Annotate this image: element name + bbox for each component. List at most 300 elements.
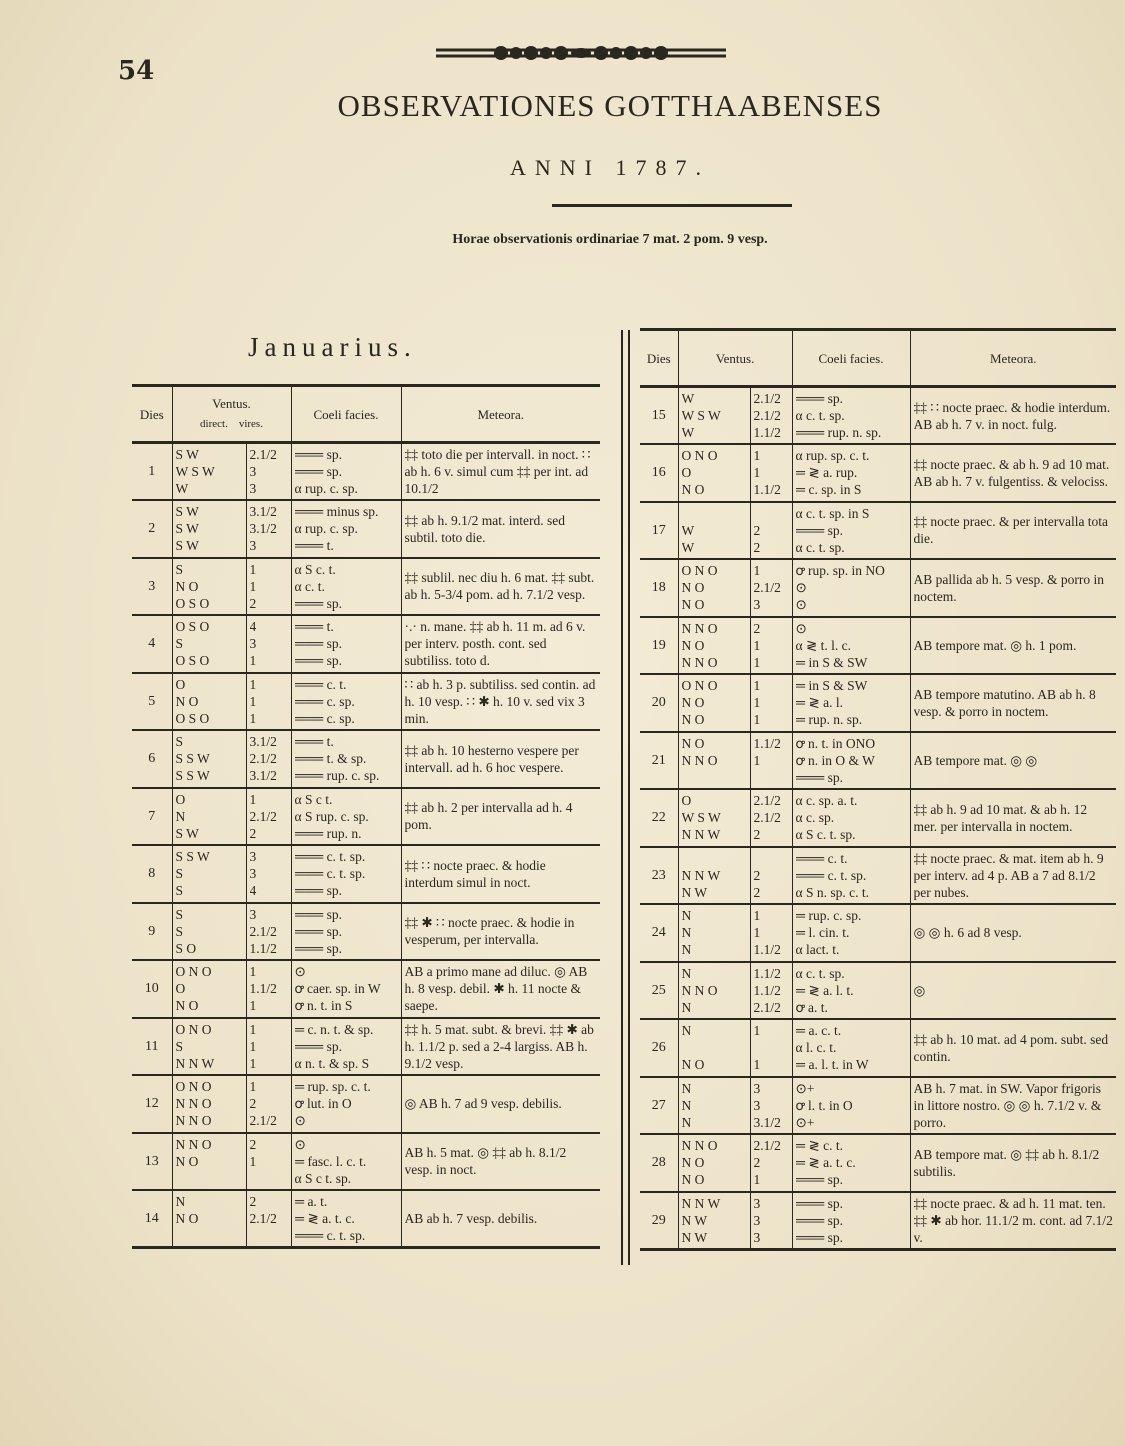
wind-force: 1 (249, 1079, 257, 1095)
meteora-text: ‡‡ toto die per intervall. in noct. ∷ ab h. 6 v. simul cum ‡‡ per int. ad 10.1/2 (404, 447, 591, 496)
wind-direction: N N W (175, 1055, 215, 1071)
header-dies: Dies (139, 406, 164, 422)
sky-condition: ═══ sp. (294, 447, 342, 462)
wind-force: 2 (753, 1155, 761, 1171)
wind-force-cell (246, 1018, 291, 1076)
wind-force-cell (246, 903, 291, 961)
wind-direction: N W (681, 1212, 708, 1228)
wind-force: 2 (249, 1136, 257, 1152)
sky-condition-cell (291, 903, 401, 961)
day-row (132, 903, 600, 961)
header-meteora: Meteora. (401, 386, 600, 443)
meteora-cell (401, 673, 600, 731)
wind-force: 2.1/2 (249, 808, 277, 824)
day-number: 2 (148, 521, 156, 537)
sky-condition: α S c t. sp. (294, 1170, 352, 1186)
meteora-cell (910, 732, 1116, 790)
day-row (640, 962, 1116, 1020)
sky-condition: ═══ c. sp. (294, 693, 355, 709)
day-number: 17 (651, 522, 666, 538)
wind-force: 1.1/2 (753, 425, 781, 440)
wind-force: 1 (249, 791, 257, 807)
sky-condition: ⊙+ (795, 1114, 815, 1130)
wind-direction: S W (175, 521, 199, 537)
wind-direction (682, 1039, 747, 1056)
day-number: 16 (651, 465, 666, 481)
sky-condition: ═ ≷ a. t. c. (294, 1211, 355, 1226)
sky-condition-cell (291, 1075, 401, 1133)
wind-force: 1 (249, 676, 257, 692)
sky-condition: ═══ c. t. sp. (795, 867, 867, 883)
sky-condition-cell (291, 615, 401, 673)
meteora-text: AB tempore mat. ◎ ‡‡ ab h. 8.1/2 subtilis. (913, 1146, 1100, 1179)
sky-condition: ꝍ n. in O & W (795, 752, 875, 768)
sky-condition: ═══ t. (294, 619, 334, 635)
observations-table-left (132, 384, 600, 1249)
wind-force: 1 (753, 637, 761, 653)
sky-condition: ═══ sp. (795, 769, 843, 785)
day-number: 14 (144, 1211, 159, 1226)
day-number: 24 (651, 925, 666, 941)
wind-force-cell (750, 444, 792, 502)
wind-direction: O (175, 981, 186, 997)
sky-condition-cell (792, 444, 910, 502)
day-number: 1 (148, 464, 156, 479)
day-number: 23 (651, 867, 666, 883)
sky-condition: α ≷ t. l. c. (795, 637, 852, 653)
wind-force-cell (750, 962, 792, 1020)
wind-direction: W S W (681, 810, 721, 826)
sky-condition: ═ rup. c. sp. (795, 908, 862, 924)
meteora-cell (401, 443, 600, 501)
wind-direction: O N O (175, 1079, 212, 1095)
wind-direction (682, 769, 747, 786)
wind-direction: N N W (681, 1195, 721, 1211)
wind-direction: N (175, 1194, 186, 1209)
wind-direction: W (175, 481, 189, 496)
sky-condition: ═══ t. & sp. (294, 751, 367, 767)
meteora-cell (910, 674, 1116, 732)
sky-condition: α rup. c. sp. (294, 521, 358, 537)
header-dies: Dies (646, 350, 671, 366)
sky-condition: α rup. sp. c. t. (795, 448, 870, 464)
wind-force: 1 (249, 1021, 257, 1037)
wind-force: 2 (249, 1096, 257, 1112)
wind-force (250, 1227, 288, 1244)
sky-condition: ═══ minus sp. (294, 504, 379, 520)
sky-condition-cell (792, 617, 910, 675)
header-ventus: Ventus. (678, 330, 792, 387)
sky-condition: ⊙ (795, 580, 807, 596)
wind-force-cell (750, 502, 792, 560)
day-number: 22 (651, 810, 666, 826)
sky-condition: ꝍ a. t. (795, 999, 828, 1015)
sky-condition: α c. sp. a. t. (795, 793, 858, 809)
sky-condition: ═══ t. (294, 538, 334, 554)
wind-force: 1 (753, 654, 761, 670)
day-row (640, 444, 1116, 502)
meteora-text: AB h. 5 mat. ◎ ‡‡ ab h. 8.1/2 vesp. in noct. (404, 1145, 567, 1178)
wind-force: 2 (249, 595, 257, 611)
sky-condition: ═ c. n. t. & sp. (294, 1021, 374, 1037)
wind-force: 2.1/2 (753, 793, 781, 809)
wind-force: 1 (753, 448, 761, 464)
wind-force: 1 (753, 925, 761, 941)
sky-condition: ═ ≷ a. t. c. (795, 1155, 856, 1171)
wind-force-cell (750, 1134, 792, 1192)
wind-direction (682, 850, 747, 867)
wind-force: 1 (249, 1055, 257, 1071)
sky-condition: ꝍ rup. sp. in NO (795, 563, 885, 579)
day-row (132, 615, 600, 673)
sky-condition: ═══ sp. (795, 522, 843, 538)
meteora-cell (910, 847, 1116, 905)
wind-direction: N O (175, 693, 199, 709)
wind-force-cell (246, 960, 291, 1018)
sky-condition-cell (792, 847, 910, 905)
wind-direction: S W (175, 504, 199, 520)
meteora-cell (910, 962, 1116, 1020)
day-row (640, 502, 1116, 560)
wind-force: 3 (753, 1080, 761, 1096)
sky-condition: α S c t. (294, 791, 333, 807)
meteora-cell (401, 788, 600, 846)
wind-direction: S S W (175, 768, 210, 784)
wind-force: 2.1/2 (249, 447, 277, 462)
observations-table-right (640, 328, 1116, 1251)
meteora-text: ‡‡ h. 5 mat. subt. & brevi. ‡‡ ✱ ab h. 1.1/2 p. sed a 2-4 largiss. AB h. 9.1/2 vesp. (404, 1021, 594, 1071)
wind-direction: S W (175, 825, 199, 841)
wind-force: 4 (249, 883, 257, 899)
wind-force: 3 (249, 866, 257, 882)
wind-direction: N N O (175, 1096, 212, 1112)
meteora-text: ‡‡ ab h. 2 per intervalla ad h. 4 pom. (404, 800, 573, 833)
wind-direction-cell (172, 1190, 246, 1248)
wind-force: 2 (249, 1194, 257, 1209)
wind-force: 3 (753, 597, 761, 613)
day-number: 18 (651, 580, 666, 596)
wind-force: 3 (249, 464, 257, 479)
wind-direction: O N O (681, 448, 718, 464)
sky-condition: ═══ rup. c. sp. (294, 768, 380, 784)
sky-condition: ═ rup. sp. c. t. (294, 1079, 371, 1095)
sky-condition-cell (291, 788, 401, 846)
meteora-cell (910, 1077, 1116, 1135)
wind-direction-cell (172, 903, 246, 961)
wind-force-cell (750, 904, 792, 962)
sky-condition: ═══ sp. (795, 1195, 843, 1211)
day-number: 15 (651, 408, 666, 423)
meteora-cell (401, 730, 600, 788)
meteora-cell (910, 1134, 1116, 1192)
day-row (640, 1077, 1116, 1135)
sky-condition: ═══ rup. n. sp. (795, 425, 882, 440)
sky-condition: ═ a. l. t. in W (795, 1057, 869, 1073)
sky-condition: ═══ t. (294, 734, 334, 750)
wind-force: 3.1/2 (249, 504, 277, 520)
sky-condition: α c. sp. (795, 810, 835, 826)
sky-condition: ═ a. t. (294, 1194, 328, 1209)
wind-direction: S (175, 883, 184, 899)
day-row (132, 1075, 600, 1133)
sky-condition: ═══ c. t. (795, 850, 848, 866)
wind-direction: N (681, 1023, 692, 1039)
wind-force-cell (750, 1019, 792, 1077)
wind-force: 1.1/2 (753, 965, 781, 981)
wind-force-cell (750, 387, 792, 445)
day-number: 8 (148, 866, 156, 882)
meteora-cell (401, 903, 600, 961)
wind-direction: N W (681, 884, 708, 900)
sky-condition-cell (792, 502, 910, 560)
wind-direction: N N O (681, 620, 718, 636)
wind-force-cell (246, 615, 291, 673)
wind-force: 1 (753, 712, 761, 728)
sky-condition-cell (792, 387, 910, 445)
wind-force: 1 (753, 752, 761, 768)
wind-direction (176, 1227, 243, 1244)
sky-condition-cell (291, 730, 401, 788)
wind-force: 1 (753, 1023, 761, 1039)
sky-condition: ═ ≷ c. t. (795, 1138, 844, 1154)
wind-direction: O N O (175, 1021, 212, 1037)
wind-direction: S W (175, 447, 199, 462)
wind-direction: O (175, 791, 186, 807)
wind-force: 2 (753, 620, 761, 636)
wind-direction: S (175, 636, 184, 652)
meteora-cell (401, 960, 600, 1018)
wind-direction: N N O (681, 752, 718, 768)
header-ventus (172, 386, 291, 443)
sky-condition: α c. t. sp. (795, 539, 845, 555)
wind-force-cell (246, 1133, 291, 1191)
sky-condition: ═══ sp. (294, 636, 342, 652)
wind-force: 2 (753, 539, 761, 555)
wind-direction: N O (175, 578, 199, 594)
wind-force: 1 (753, 908, 761, 924)
meteora-text: AB pallida ab h. 5 vesp. & porro in noctem. (913, 571, 1104, 604)
sky-condition-cell (792, 1077, 910, 1135)
wind-direction: N O (681, 580, 705, 596)
wind-direction-cell (678, 1077, 750, 1135)
wind-force-cell (246, 558, 291, 616)
meteora-text: AB tempore matutino. AB ab h. 8 vesp. & porro in noctem. (913, 686, 1096, 719)
sky-condition-cell (792, 1192, 910, 1250)
sky-condition: ═══ sp. (294, 923, 342, 939)
wind-force: 2.1/2 (753, 580, 781, 596)
sky-condition: ═══ sp. (294, 595, 342, 611)
day-row (132, 845, 600, 903)
meteora-cell (910, 1192, 1116, 1250)
wind-direction-cell (678, 444, 750, 502)
ornament-icon (436, 40, 726, 66)
day-row (640, 847, 1116, 905)
wind-force: 3 (249, 906, 257, 922)
meteora-text: ‡‡ ab h. 10 mat. ad 4 pom. subt. sed contin. (913, 1031, 1109, 1064)
sky-condition: α c. t. sp. (795, 965, 845, 981)
meteora-text: ‡‡ ∷ nocte praec. & hodie interdum simul in noct. (404, 857, 546, 890)
wind-force: 1.1/2 (249, 981, 277, 997)
wind-direction: O S O (175, 653, 210, 669)
sky-condition: ꝍ lut. in O (294, 1096, 352, 1112)
wind-direction: N O (681, 637, 705, 653)
meteora-text: ‡‡ ∷ nocte praec. & hodie interdum. AB ab h. 7 v. in noct. fulg. (913, 399, 1111, 432)
wind-force: 1.1/2 (753, 735, 781, 751)
wind-direction-cell (172, 788, 246, 846)
wind-direction: S (175, 923, 184, 939)
day-number: 5 (148, 693, 156, 709)
sky-condition: ⊙ (294, 1136, 306, 1152)
sky-condition: ═ a. c. t. (795, 1023, 842, 1039)
day-number: 9 (148, 923, 156, 939)
wind-force: 2 (753, 827, 761, 843)
wind-direction-cell (678, 962, 750, 1020)
sky-condition-cell (792, 732, 910, 790)
wind-direction: N N W (681, 867, 721, 883)
header-meteora: Meteora. (910, 330, 1116, 387)
sky-condition: α S c. t. (294, 561, 336, 577)
wind-force: 2 (753, 867, 761, 883)
meteora-cell (401, 558, 600, 616)
meteora-cell (910, 789, 1116, 847)
page-title: OBSERVATIONES GOTTHAABENSES (337, 88, 883, 123)
wind-force-cell (246, 730, 291, 788)
wind-direction: N O (681, 695, 705, 711)
day-row (132, 960, 600, 1018)
meteora-text: AB h. 7 mat. in SW. Vapor frigoris in littore nostro. ◎ ◎ h. 7.1/2 v. & porro. (913, 1080, 1102, 1130)
meteora-text: ‡‡ ab h. 10 hesterno vespere per intervall. ad h. 6 hoc vespere. (404, 742, 579, 775)
wind-direction-cell (678, 789, 750, 847)
meteora-text: AB tempore mat. ◎ ◎ (913, 752, 1038, 768)
sky-condition-cell (792, 789, 910, 847)
wind-force-cell (750, 674, 792, 732)
wind-direction-cell (678, 387, 750, 445)
wind-force: 1 (249, 964, 257, 980)
wind-direction: O (175, 676, 186, 692)
sky-condition: ═══ c. sp. (294, 710, 355, 726)
sky-condition: ═ in S & SW (795, 678, 868, 694)
meteora-cell (910, 617, 1116, 675)
wind-direction: O N O (175, 964, 212, 980)
day-row (640, 387, 1116, 445)
wind-force: 1 (249, 998, 257, 1014)
sky-condition-cell (291, 1133, 401, 1191)
wind-force-cell (750, 789, 792, 847)
wind-direction: O N O (681, 678, 718, 694)
sky-condition: α lact. t. (795, 942, 840, 958)
wind-direction: O S O (175, 619, 210, 635)
sky-condition: ═══ sp. (795, 1229, 843, 1245)
day-number: 11 (145, 1038, 159, 1054)
wind-direction: O N O (681, 563, 718, 579)
sky-condition-cell (792, 904, 910, 962)
wind-direction-cell (678, 559, 750, 617)
meteora-text: ‡‡ nocte praec. & ad h. 11 mat. ten. ‡‡ ✱ ab hor. 11.1/2 m. cont. ad 7.1/2 v. (913, 1195, 1113, 1245)
wind-direction: W S W (681, 408, 721, 423)
wind-force: 3 (753, 1195, 761, 1211)
sky-condition-cell (792, 1019, 910, 1077)
wind-direction (682, 505, 747, 522)
wind-direction-cell (678, 1134, 750, 1192)
meteora-cell (401, 845, 600, 903)
sky-condition: ═══ sp. (294, 883, 342, 899)
sky-condition: ═══ sp. (294, 464, 342, 479)
day-row (640, 1134, 1116, 1192)
wind-force: 1.1/2 (753, 482, 781, 498)
wind-direction-cell (172, 673, 246, 731)
meteora-text: ‡‡ sublil. nec diu h. 6 mat. ‡‡ subt. ab h. 5-3/4 pom. ad h. 7.1/2 vesp. (404, 570, 595, 603)
meteora-cell (910, 1019, 1116, 1077)
wind-force: 1 (753, 1172, 761, 1188)
sky-condition: ═══ rup. n. (294, 825, 362, 841)
wind-direction: S (175, 1038, 184, 1054)
wind-force-cell (750, 847, 792, 905)
observation-hours: Horae observationis ordinariae 7 mat. 2 pom. 9 vesp. (452, 232, 768, 247)
sky-condition: ═══ sp. (294, 1038, 342, 1054)
meteora-text: ◎ AB h. 7 ad 9 vesp. debilis. (404, 1096, 562, 1112)
sky-condition: ═══ sp. (294, 906, 342, 922)
sky-condition-cell (792, 674, 910, 732)
wind-direction: S (175, 734, 184, 750)
column-divider (628, 330, 630, 1265)
wind-direction: N N W (681, 827, 721, 843)
day-number: 4 (148, 636, 156, 652)
wind-direction: S S W (175, 751, 210, 767)
sky-condition: ꝍ n. t. in ONO (795, 735, 876, 751)
wind-direction: N (681, 1114, 692, 1130)
month-heading: Januarius. (248, 332, 417, 362)
day-number: 26 (651, 1040, 666, 1056)
wind-direction: N (681, 925, 692, 941)
sky-condition: ꝍ l. t. in O (795, 1097, 853, 1113)
meteora-cell (910, 904, 1116, 962)
wind-direction: S W (175, 538, 199, 554)
sky-condition: ═ l. cin. t. (795, 925, 850, 941)
wind-direction: S O (175, 940, 197, 956)
wind-direction: N O (175, 998, 199, 1014)
meteora-text: ◎ ◎ h. 6 ad 8 vesp. (913, 925, 1022, 941)
day-number: 20 (651, 695, 666, 711)
wind-direction: N O (175, 1153, 199, 1169)
wind-force: 2 (753, 884, 761, 900)
sky-condition: ═ fasc. l. c. t. (294, 1153, 367, 1169)
wind-direction: N O (681, 1057, 705, 1073)
meteora-text: ∷ ab h. 3 p. subtiliss. sed contin. ad h. 10 vesp. ∷ ✱ h. 10 v. sed vix 3 min. (404, 676, 596, 726)
meteora-text: AB tempore mat. ◎ h. 1 pom. (913, 637, 1077, 653)
header-direct: direct. (200, 418, 228, 430)
wind-force: 2.1/2 (249, 751, 277, 767)
wind-force: 1 (753, 695, 761, 711)
wind-direction: N N O (175, 1113, 212, 1129)
sky-condition: α S n. sp. c. t. (795, 884, 869, 900)
day-number: 25 (651, 982, 666, 998)
wind-force: 2 (753, 522, 761, 538)
wind-direction-cell (678, 1019, 750, 1077)
day-row (132, 500, 600, 558)
header-vires: vires. (238, 418, 263, 430)
wind-force: 3.1/2 (753, 1114, 781, 1130)
wind-force: 1 (249, 653, 257, 669)
day-number: 6 (148, 751, 156, 767)
header-coeli: Coeli facies. (792, 330, 910, 387)
day-row (132, 558, 600, 616)
wind-direction: W S W (175, 464, 215, 479)
wind-force: 2.1/2 (753, 391, 781, 406)
sky-condition: ═══ sp. (795, 1212, 843, 1228)
sky-condition: ⊙ (294, 964, 306, 980)
wind-force: 2 (249, 825, 257, 841)
day-row (640, 559, 1116, 617)
